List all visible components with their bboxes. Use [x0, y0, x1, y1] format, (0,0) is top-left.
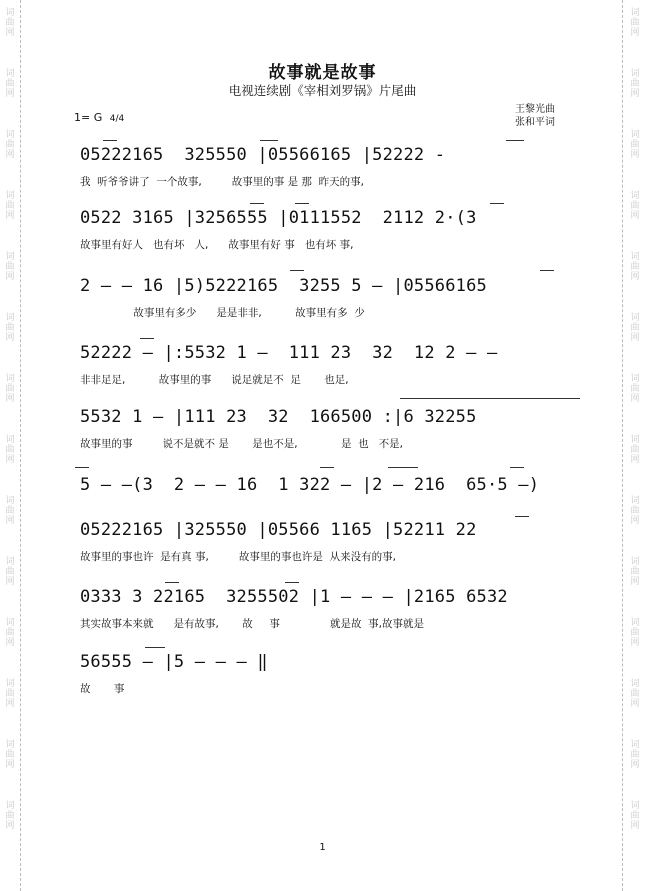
watermark-text: 词 曲 网 — [5, 435, 15, 465]
watermark-text: 词 曲 网 — [630, 679, 640, 709]
watermark-text: 词 曲 网 — [5, 801, 15, 831]
lyrics-line-3: 故事里有多少 是是非非, 故事里有多 少 — [80, 307, 365, 319]
key-text: 1= G — [74, 111, 103, 124]
slur-mark — [290, 270, 304, 271]
notes-line-3: 2 — — 16 |5)5222165 3255 5 — |05566165 — [80, 276, 487, 296]
lyrics-line-8: 其实故事本来就 是有故事, 故 事 就是故 事,故事就是 — [80, 618, 424, 630]
slur-mark — [250, 203, 264, 204]
lyricist-credit: 张和平词 — [515, 117, 555, 128]
watermark-text: 词 曲 网 — [5, 252, 15, 282]
notes-line-7: 05222165 |325550 |05566 1165 |52211 22 — [80, 520, 477, 540]
notes-line-6: 5 — —(3 2 — — 16 1 322 — |2 — 216 65·5 —) — [80, 475, 540, 495]
lyrics-line-5: 故事里的事 说不是就不 是 是也不是, 是 也 不是, — [80, 438, 403, 450]
watermark-text: 词 曲 网 — [630, 435, 640, 465]
slur-mark — [490, 203, 504, 204]
watermark-text: 词 曲 网 — [5, 8, 15, 38]
watermark-text: 词 曲 网 — [630, 313, 640, 343]
notes-line-9: 56555 — |5 — — — ‖ — [80, 652, 268, 672]
slur-mark — [165, 582, 179, 583]
time-signature: 4/4 — [109, 114, 125, 124]
slur-mark — [145, 647, 165, 648]
watermark-text: 词 曲 网 — [630, 374, 640, 404]
watermark-text: 词 曲 网 — [5, 740, 15, 770]
slur-mark — [103, 140, 117, 141]
slur-mark — [515, 516, 529, 517]
watermark-text: 词 曲 网 — [5, 191, 15, 221]
slur-mark — [540, 270, 554, 271]
watermark-text: 词 曲 网 — [5, 313, 15, 343]
slur-mark — [506, 140, 524, 141]
watermark-text: 词 曲 网 — [5, 374, 15, 404]
watermark-text: 词 曲 网 — [630, 740, 640, 770]
watermark-text: 词 曲 网 — [630, 8, 640, 38]
slur-mark — [388, 467, 418, 468]
watermark-text: 词 曲 网 — [630, 557, 640, 587]
watermark-text: 词 曲 网 — [5, 618, 15, 648]
watermark-text: 词 曲 网 — [630, 496, 640, 526]
slur-mark — [320, 467, 334, 468]
left-border-dashed-line — [20, 0, 21, 891]
watermark-text: 词 曲 网 — [630, 801, 640, 831]
slur-mark — [285, 582, 299, 583]
slur-mark — [295, 203, 309, 204]
watermark-text: 词 曲 网 — [5, 679, 15, 709]
watermark-text: 词 曲 网 — [630, 130, 640, 160]
watermark-text: 词 曲 网 — [5, 557, 15, 587]
watermark-text: 词 曲 网 — [5, 130, 15, 160]
slur-mark — [510, 467, 524, 468]
lyrics-line-1: 我 听爷爷讲了 一个故事, 故事里的事 是 那 昨天的事, — [80, 176, 364, 188]
page-number: 1 — [319, 842, 326, 853]
notes-line-2: 0522 3165 |3256555 |0111552 2112 2·(3 — [80, 208, 477, 228]
composer-credit: 王黎光曲 — [515, 104, 555, 115]
right-border-dashed-line — [622, 0, 623, 891]
lyrics-line-4: 非非足足, 故事里的事 说足就足不 足 也足, — [80, 374, 349, 386]
notes-line-8: 0333 3 22165 3255502 |1 — — — |2165 6532 — [80, 587, 508, 607]
watermark-text: 词 曲 网 — [5, 496, 15, 526]
song-subtitle: 电视连续剧《宰相刘罗锅》片尾曲 — [228, 83, 417, 98]
watermark-text: 词 曲 网 — [630, 69, 640, 99]
slur-mark — [140, 338, 154, 339]
lyrics-line-9: 故 事 — [80, 683, 125, 695]
notes-line-4: 52222 — |:5532 1 — 111 23 32 12 2 — — — [80, 343, 498, 363]
notes-line-1: 05222165 325550 |05566165 |52222 - — [80, 145, 446, 165]
notes-line-5: 5532 1 — |111 23 32 166500 :|6 32255 — [80, 407, 477, 427]
lyrics-line-2: 故事里有好人 也有坏 人, 故事里有好 事 也有坏 事, — [80, 239, 354, 251]
watermark-text: 词 曲 网 — [5, 69, 15, 99]
tie-mark — [400, 398, 580, 399]
watermark-text: 词 曲 网 — [630, 618, 640, 648]
slur-mark — [75, 467, 89, 468]
lyrics-line-7: 故事里的事也许 是有真 事, 故事里的事也许是 从来没有的事, — [80, 551, 396, 563]
key-signature — [74, 111, 124, 124]
watermark-text: 词 曲 网 — [630, 252, 640, 282]
watermark-text: 词 曲 网 — [630, 191, 640, 221]
song-title: 故事就是故事 — [268, 63, 377, 83]
slur-mark — [260, 140, 278, 141]
